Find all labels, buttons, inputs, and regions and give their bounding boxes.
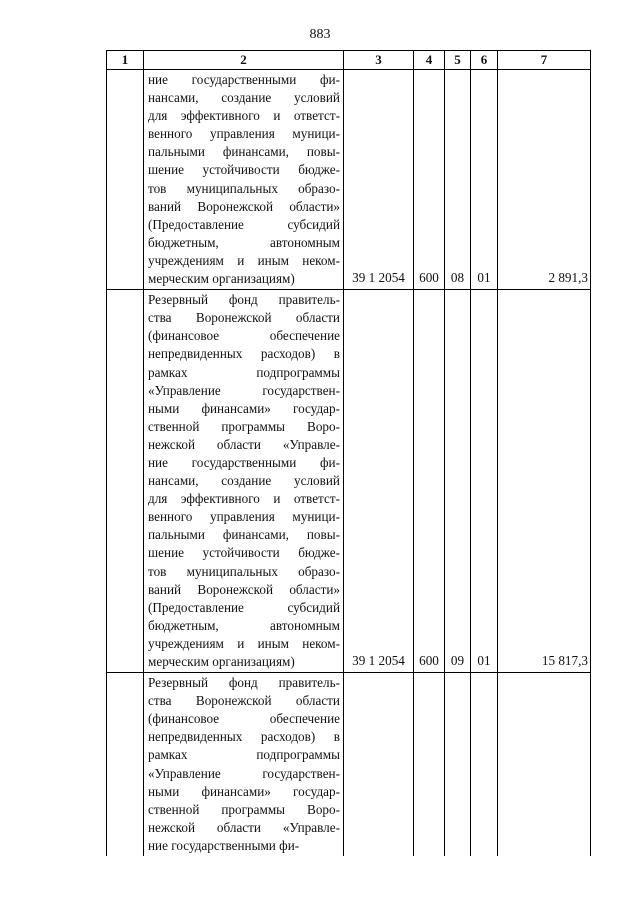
budget-table (106, 50, 591, 856)
page-number: 883 (309, 27, 331, 42)
subsection-code-cell: 01 (471, 70, 498, 290)
description-line: шение устойчивости бюдже- (148, 545, 340, 561)
description-line: пальными финансами, повы- (148, 527, 340, 543)
description-line: нежской области «Управле- (148, 436, 340, 452)
description-line: ние государственными фи- (148, 454, 340, 470)
expense-type-code-cell: 600 (414, 70, 445, 290)
description-line: тов муниципальных образо- (148, 563, 340, 579)
description-line: ние государственными фи- (148, 72, 340, 87)
description-line: ственной программы Воро- (148, 801, 340, 817)
description-line: для эффективного и ответст- (148, 108, 340, 124)
description-line: «Управление государствен- (148, 382, 340, 398)
table-row (107, 290, 591, 673)
subsection-code-cell (471, 673, 498, 856)
description-line: мерческим организациям) (148, 654, 295, 669)
description-line: ваний Воронежской области» (148, 198, 340, 214)
column-header: 3 (344, 51, 414, 70)
description-line: для эффективного и ответст- (148, 491, 340, 507)
column-header: 4 (414, 51, 445, 70)
description-line: шение устойчивости бюдже- (148, 162, 340, 178)
section-code-cell (445, 673, 471, 856)
description-line: ства Воронежской области (148, 310, 340, 326)
amount-cell: 15 817,3 (498, 290, 591, 673)
row-number-cell (107, 673, 144, 856)
description-line: (финансовое обеспечение (148, 711, 340, 727)
column-header: 2 (144, 51, 344, 70)
description-cell (144, 70, 344, 290)
description-line: (финансовое обеспечение (148, 328, 340, 344)
description-line: Резервный фонд правитель- (148, 292, 340, 308)
column-header: 5 (445, 51, 471, 70)
description-line: нежской области «Управле- (148, 819, 340, 835)
expense-type-code-cell: 600 (414, 290, 445, 673)
description-line: пальными финансами, повы- (148, 144, 340, 160)
column-header: 6 (471, 51, 498, 70)
target-article-code-cell: 39 1 2054 (344, 290, 414, 673)
row-number-cell (107, 290, 144, 673)
target-article-code-cell: 39 1 2054 (344, 70, 414, 290)
description-line: ными финансами» государ- (148, 400, 340, 416)
table-row (107, 673, 591, 856)
subsection-code-cell: 01 (471, 290, 498, 673)
description-line: «Управление государствен- (148, 765, 340, 781)
description-line: учреждениям и иным неком- (148, 635, 340, 651)
description-line: нансами, создание условий (148, 473, 340, 489)
row-number-cell (107, 70, 144, 290)
column-header: 1 (107, 51, 144, 70)
description-line: тов муниципальных образо- (148, 180, 340, 196)
description-line: непредвиденных расходов) в (148, 729, 340, 745)
expense-type-code-cell (414, 673, 445, 856)
description-line: (Предоставление субсидий (148, 599, 340, 615)
description-line: ства Воронежской области (148, 693, 340, 709)
column-header: 7 (498, 51, 591, 70)
description-line: ственной программы Воро- (148, 418, 340, 434)
description-cell (144, 673, 344, 856)
amount-cell (498, 673, 591, 856)
description-line: ние государственными фи- (148, 837, 300, 853)
section-code-cell: 09 (445, 290, 471, 673)
description-line: венного управления муници- (148, 509, 340, 525)
description-line: бюджетным, автономным (148, 617, 340, 633)
description-cell (144, 290, 344, 673)
description-line: учреждениям и иным неком- (148, 252, 340, 268)
table-row (107, 70, 591, 290)
target-article-code-cell (344, 673, 414, 856)
description-line: непредвиденных расходов) в (148, 346, 340, 362)
description-line: ными финансами» государ- (148, 783, 340, 799)
section-code-cell: 08 (445, 70, 471, 290)
description-line: нансами, создание условий (148, 90, 340, 106)
description-line: бюджетным, автономным (148, 234, 340, 250)
table-header-row (107, 51, 591, 70)
description-line: рамках подпрограммы (148, 747, 340, 763)
description-line: Резервный фонд правитель- (148, 675, 340, 691)
description-line: ваний Воронежской области» (148, 581, 340, 597)
description-line: венного управления муници- (148, 126, 340, 142)
description-line: рамках подпрограммы (148, 364, 340, 380)
description-line: мерческим организациям) (148, 271, 295, 287)
amount-cell: 2 891,3 (498, 70, 591, 290)
description-line: (Предоставление субсидий (148, 216, 340, 232)
